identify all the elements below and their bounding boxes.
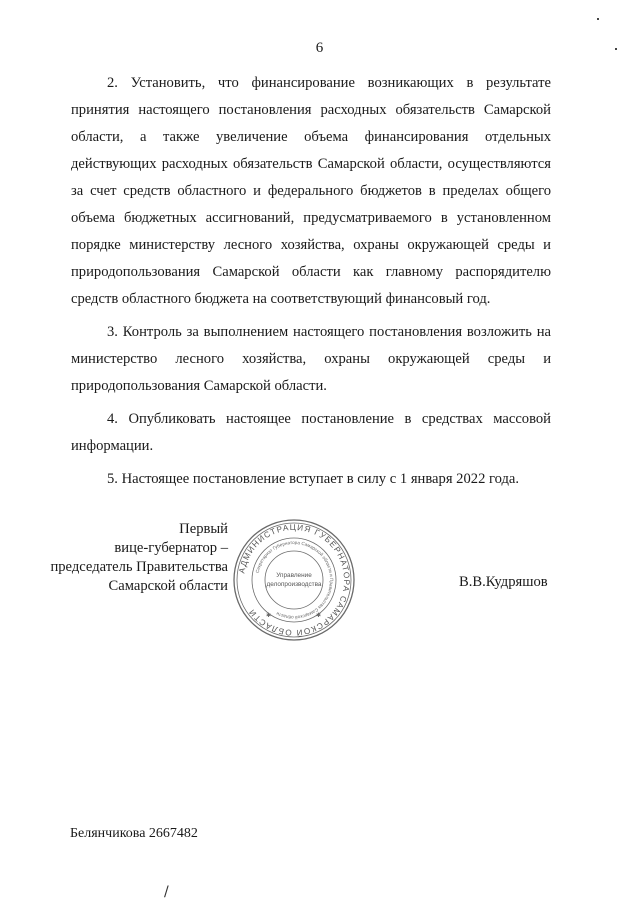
seal-star-icon: ✱ [316, 613, 322, 619]
page-number: 6 [315, 40, 324, 56]
scan-edge-mark [597, 18, 599, 20]
signatory-title-line: председатель Правительства [50, 559, 228, 575]
pen-mark: / [164, 884, 169, 900]
signatory-title-line: Первый [179, 521, 228, 537]
seal-center-line1: Управление [276, 572, 312, 579]
executor-note: Белянчикова 2667482 [70, 826, 198, 841]
paragraph-item-3: 3. Контроль за выполнением настоящего постановления возложить на министерство лесного хозяйства, охраны окружающей среды и природопользования Самарской области. [71, 324, 551, 394]
signatory-title-line: вице-губернатор – [114, 540, 228, 556]
signatory-name: В.В.Кудряшов [459, 574, 548, 590]
seal-outer-text: АДМИНИСТРАЦИЯ ГУБЕРНАТОРА САМАРСКОЙ ОБЛАСТИ [237, 522, 352, 638]
signatory-title-line: Самарской области [108, 578, 228, 594]
document-body [71, 70, 551, 499]
paragraph-item-5: 5. Настоящее постановление вступает в силу с 1 января 2022 года. [107, 471, 520, 487]
seal-star-icon: ✱ [266, 613, 272, 619]
seal-graphic [232, 518, 356, 642]
official-seal [232, 518, 356, 642]
paragraph-item-4: 4. Опубликовать настоящее постановление в средствах массовой информации. [71, 411, 551, 454]
signatory-title [40, 520, 228, 596]
seal-inner-text: Секретариат Губернатора Самарской области и Правительства Самарской области [254, 539, 335, 621]
seal-center-line2: делопроизводства [266, 581, 322, 588]
scan-edge-mark [615, 48, 617, 50]
paragraph-item-2: 2. Установить, что финансирование возникающих в результате принятия настоящего постановления расходных обязательств Самарской области, а также увеличение объема финансирования отдельных действующих расходных обязательств Самарской области, осуществляются за счет средств областного и федерального бюджетов в пределах общего объема бюджетных ассигнований, предусматриваемого в установленном порядке министерству лесного хозяйства, охраны окружающей среды и природопользования Самарской области как главному распорядителю средств областного бюджета на соответствующий финансовый год. [71, 75, 551, 307]
